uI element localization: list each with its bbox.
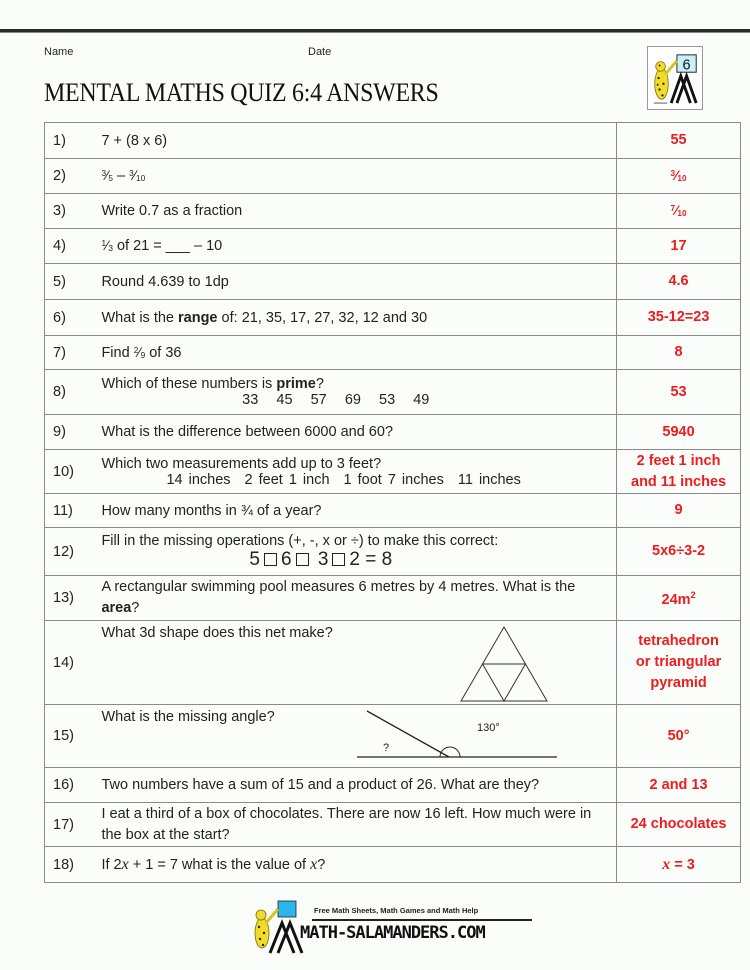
question-number: 8) [45,370,90,415]
table-row [45,229,741,264]
top-rule [0,29,750,33]
question-number: 15) [45,705,90,768]
footer-logo[interactable] [248,897,538,957]
question-number: 4) [45,229,90,264]
question-number: 16) [45,768,90,803]
date-label: Date [308,46,332,58]
answer: 24 chocolates [617,803,741,847]
answer: $24m^2$ [617,576,741,621]
table-row [45,123,741,159]
equation: 5 6 3 2 = 8 [249,548,393,570]
question-text: What is the missing angle? 130° ? [89,705,616,768]
question-text: A rectangular swimming pool measures 6 metres by 4 metres. What is the area? [89,576,616,621]
question-number: 13) [45,576,90,621]
question-text: What is the range of: 21, 35, 17, 27, 32, 12 and 30 [89,300,616,336]
question-text: 7 + (8 x 6) [89,123,616,159]
answer: 17 [617,229,741,264]
footer-rule [312,919,532,921]
question-number: 14) [45,621,90,705]
table-row [45,494,741,528]
answer: 2 and 13 [617,768,741,803]
answer: 53 [617,370,741,415]
table-row [45,621,741,705]
fraction: $^3⁄_{10}$ [129,168,146,183]
table-row [45,768,741,803]
question-text: $^1⁄_3$ of 21 = ___ – 10 [89,229,616,264]
answer: x = 3 [617,847,741,883]
answer: 4.6 [617,264,741,300]
measurement-options: 14 inches 2 feet 1 inch 1 foot 7 inches 11 inches [166,471,521,488]
page-title: MENTAL MATHS QUIZ 6:4 ANSWERS [44,78,439,107]
question-text: Which two measurements add up to 3 feet? 14 inches 2 feet 1 inch 1 foot 7 inches 11 inches [89,450,616,494]
question-number: 6) [45,300,90,336]
question-number: 9) [45,415,90,450]
question-number: 5) [45,264,90,300]
svg-text:?: ? [383,742,390,754]
question-number: 12) [45,528,90,576]
table-row [45,528,741,576]
question-number: 17) [45,803,90,847]
question-text: Fill in the missing operations (+, -, x or ÷) to make this correct: 5 6 3 2 = 8 [89,528,616,576]
salamander-easel-icon [648,47,702,109]
question-text: I eat a third of a box of chocolates. There are now 16 left. How much were in the box at the start? [89,803,616,847]
fraction: $^3⁄_5$ [101,168,113,183]
number-options: 33 45 57 69 53 49 [242,392,430,408]
blank-box [296,553,309,566]
question-number: 18) [45,847,90,883]
blank-box [332,553,345,566]
footer-site-name[interactable]: MATH-SALAMANDERS.COM [300,923,485,943]
table-row [45,194,741,229]
quiz-table [44,122,741,883]
question-number: 1) [45,123,90,159]
answer: 5940 [617,415,741,450]
salamander-logo-icon [248,897,308,957]
answer: 2 feet 1 inch and 11 inches [617,450,741,494]
name-label: Name [44,46,74,58]
question-text: How many months in ¾ of a year? [89,494,616,528]
question-text: Find $^2⁄_9$ of 36 [89,336,616,370]
table-row [45,336,741,370]
answer: $^3⁄_{10}$ [617,159,741,194]
table-row [45,159,741,194]
answer: 50° [617,705,741,768]
table-row [45,300,741,336]
question-number: 11) [45,494,90,528]
svg-text:130°: 130° [477,722,501,734]
question-text: What 3d shape does this net make? [89,621,616,705]
table-row [45,264,741,300]
table-row [45,415,741,450]
answer: 55 [617,123,741,159]
answer: 5x6÷3-2 [617,528,741,576]
question-text: What is the difference between 6000 and 60? [89,415,616,450]
svg-text:6: 6 [682,57,691,74]
table-row [45,705,741,768]
table-row [45,847,741,883]
angle-diagram-icon [357,709,567,765]
footer-tagline: Free Math Sheets, Math Games and Math Help [314,906,479,915]
grade-logo [647,46,703,110]
question-number: 2) [45,159,90,194]
answer: $^7⁄_{10}$ [617,194,741,229]
question-text: If 2x + 1 = 7 what is the value of x? [89,847,616,883]
answer: 35-12=23 [617,300,741,336]
question-text: Which of these numbers is prime? 33 45 57 69 53 49 [89,370,616,415]
answer: 9 [617,494,741,528]
answer: tetrahedron or triangular pyramid [617,621,741,705]
question-number: 10) [45,450,90,494]
question-number: 3) [45,194,90,229]
question-text: Write 0.7 as a fraction [89,194,616,229]
table-row [45,370,741,415]
table-row [45,576,741,621]
table-row [45,450,741,494]
tetrahedron-net-icon [459,625,549,703]
answer: 8 [617,336,741,370]
question-number: 7) [45,336,90,370]
table-row [45,803,741,847]
question-text: Two numbers have a sum of 15 and a product of 26. What are they? [89,768,616,803]
question-text: Round 4.639 to 1dp [89,264,616,300]
blank-box [264,553,277,566]
question-text: $^3⁄_5$ – $^3⁄_{10}$ [89,159,616,194]
